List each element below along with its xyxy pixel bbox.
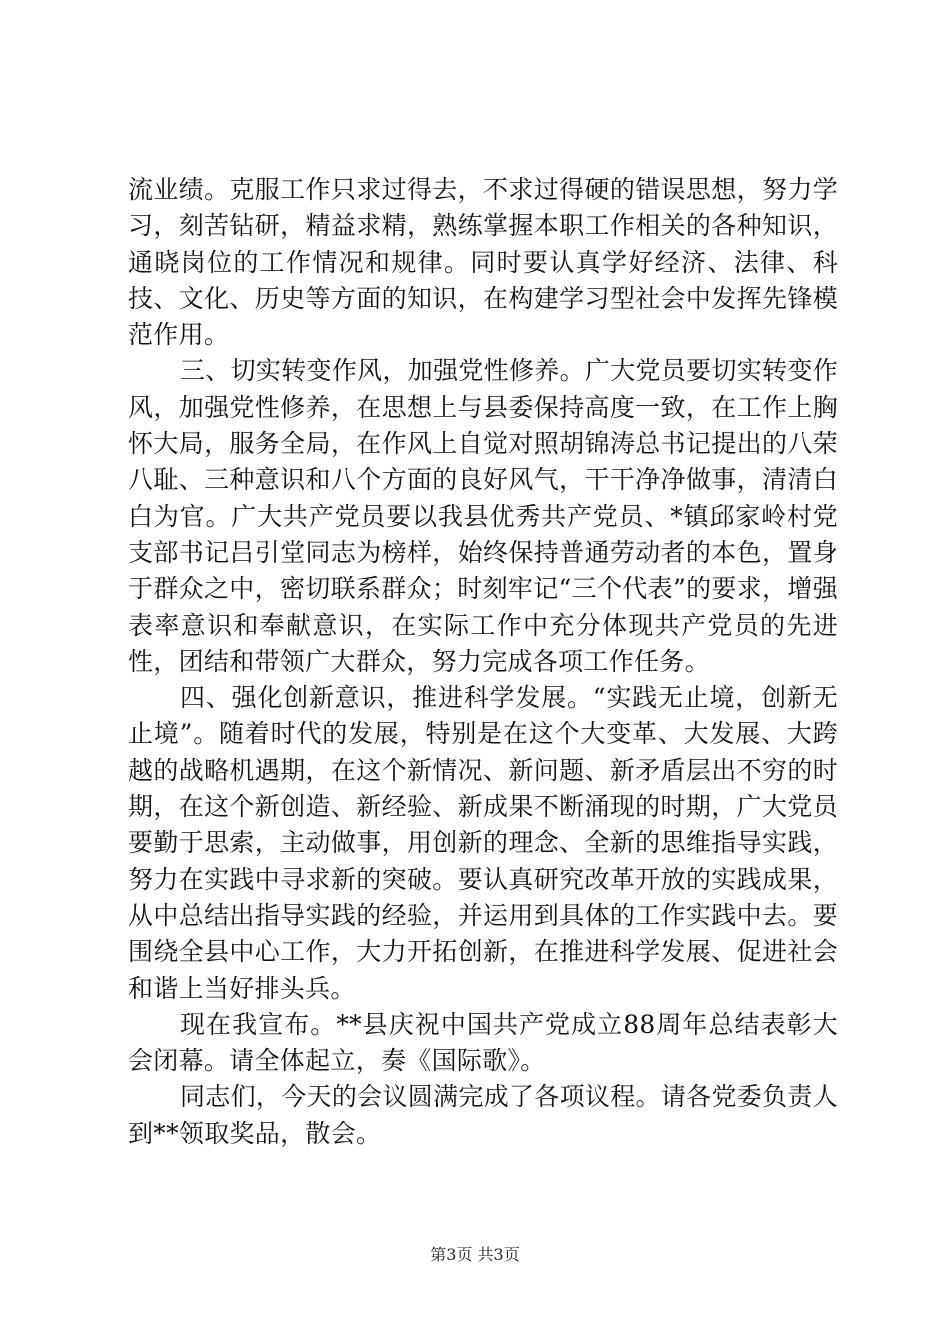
paragraph-section-three: 三、切实转变作风，加强党性修养。广大党员要切实转变作风，加强党性修养，在思想上与县委保持高度一致，在工作上胸怀大局，服务全局，在作风上自觉对照胡锦涛总书记提出的八荣八耻、三种意识和八个方面的良好风气，干干净净做事，清清白白为官。广大共产党员要以我县优秀共产党员、*镇邱家岭村党支部书记吕引堂同志为榜样，始终保持普通劳动者的本色，置身于群众之中，密切联系群众；时刻牢记“三个代表”的要求，增强表率意识和奉献意识，在实际工作中充分体现共产党员的先进性，团结和带领广大群众，努力完成各项工作任务。: [128, 356, 838, 676]
paragraph-dismissal: 同志们，今天的会议圆满完成了各项议程。请各党委负责人到**领取奖品，散会。: [128, 1082, 838, 1148]
paragraph-continued: 流业绩。克服工作只求过得去，不求过得硬的错误思想，努力学习，刻苦钻研，精益求精，熟练掌握本职工作相关的各种知识，通晓岗位的工作情况和规律。同时要认真学好经济、法律、科技、文化、历史等方面的知识，在构建学习型社会中发挥先锋模范作用。: [128, 175, 838, 350]
page-number-footer: 第3页 共3页: [430, 1245, 520, 1264]
paragraph-section-four: 四、强化创新意识，推进科学发展。“实践无止境，创新无止境”。随着时代的发展，特别是在这个大变革、大发展、大跨越的战略机遇期，在这个新情况、新问题、新矛盾层出不穷的时期，在这个新创造、新经验、新成果不断涌现的时期，广大党员要勤于思索，主动做事，用创新的理念、全新的思维指导实践，努力在实践中寻求新的突破。要认真研究改革开放的实践成果，从中总结出指导实践的经验，并运用到具体的工作实践中去。要围绕全县中心工作，大力开拓创新，在推进科学发展、促进社会和谐上当好排头兵。: [128, 683, 838, 1003]
document-body: [128, 172, 838, 1152]
paragraph-closing-announcement: 现在我宣布。**县庆祝中国共产党成立88周年总结表彰大会闭幕。请全体起立，奏《国际歌》。: [128, 1009, 838, 1076]
